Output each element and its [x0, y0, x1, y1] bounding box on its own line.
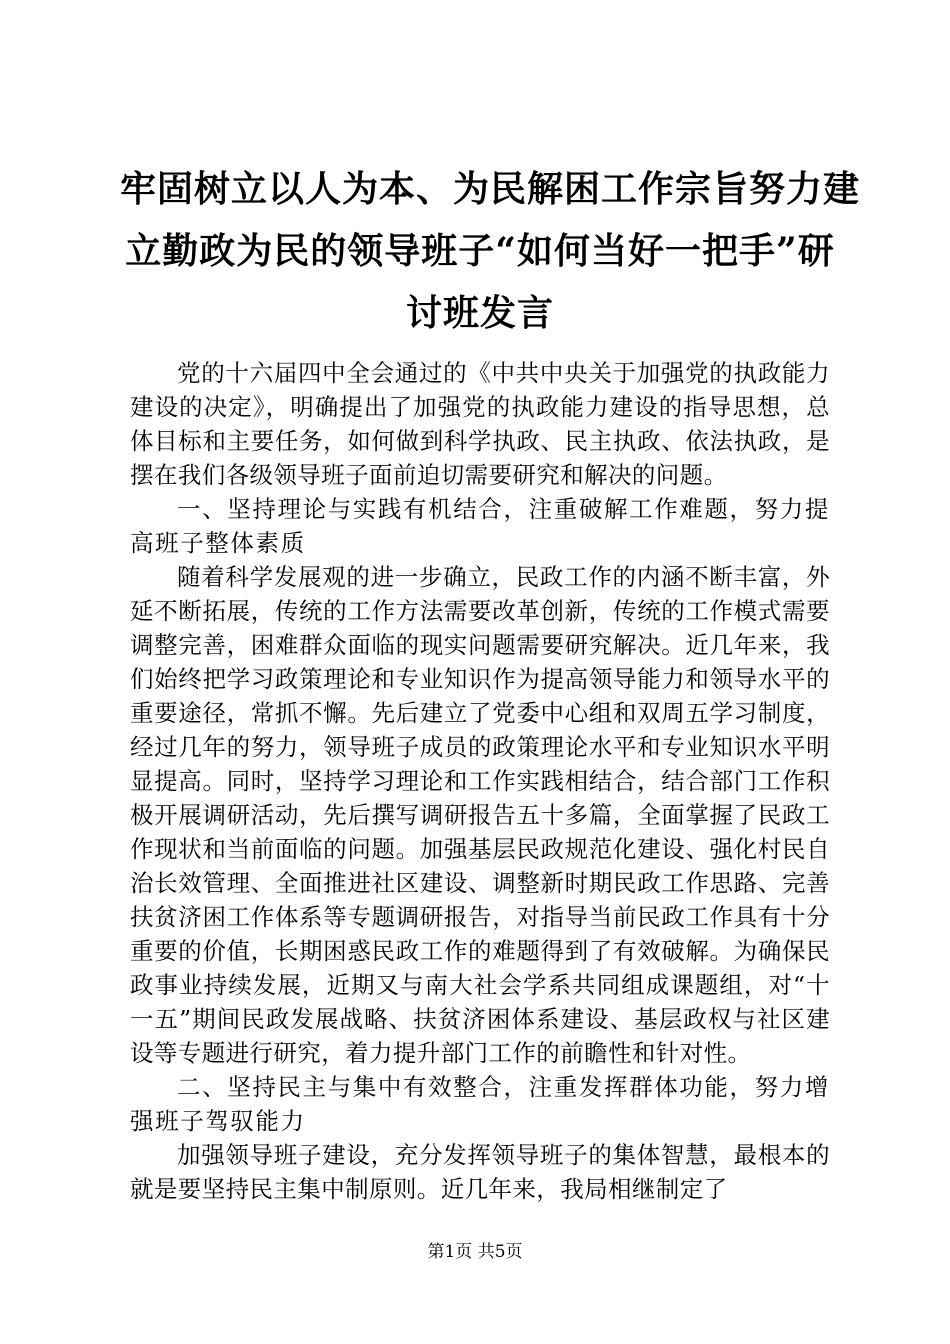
title-line-3: 讨班发言 — [405, 292, 554, 334]
title-line-1: 牢固树立以人为本、为民解困工作宗旨努力建 — [120, 168, 861, 210]
document-title — [120, 158, 861, 344]
paragraph-section-1: 随着科学发展观的进一步确立，民政工作的内涵不断丰富，外延不断拓展，传统的工作方法需要改革创新，传统的工作模式需要调整完善，困难群众面临的现实问题需要研究解决。近几年来，我们始终把学习政策理论和专业知识作为提高领导能力和领导水平的重要途径，常抓不懈。先后建立了党委中心组和双周五学习制度，经过几年的努力，领导班子成员的政策理论水平和专业知识水平明显提高。同时，坚持学习理论和工作实践相结合，结合部门工作积极开展调研活动，先后撰写调研报告五十多篇，全面掌握了民政工作现状和当前面临的问题。加强基层民政规范化建设、强化村民自治长效管理、全面推进社区建设、调整新时期民政工作思路、完善扶贫济困工作体系等专题调研报告，对指导当前民政工作具有十分重要的价值，长期困惑民政工作的难题得到了有效破解。为确保民政事业持续发展，近期又与南大社会学系共同组成课题组，对“十一五”期间民政发展战略、扶贫济困体系建设、基层政权与社区建设等专题进行研究，着力提升部门工作的前瞻性和针对性。 — [130, 563, 830, 1067]
document-body — [130, 356, 830, 1206]
title-line-2: 立勤政为民的领导班子“如何当好一把手”研 — [125, 230, 835, 272]
section-heading-2: 二、坚持民主与集中有效整合，注重发挥群体功能，努力增强班子驾驭能力 — [130, 1073, 830, 1135]
page-footer: 第1页 共5页 — [427, 1242, 523, 1262]
paragraph-section-2: 加强领导班子建设，充分发挥领导班子的集体智慧，最根本的就是要坚持民主集中制原则。近几年来，我局相继制定了 — [130, 1141, 830, 1203]
section-heading-1: 一、坚持理论与实践有机结合，注重破解工作难题，努力提高班子整体素质 — [130, 495, 830, 557]
paragraph-intro: 党的十六届四中全会通过的《中共中央关于加强党的执政能力建设的决定》，明确提出了加强党的执政能力建设的指导思想，总体目标和主要任务，如何做到科学执政、民主执政、依法执政，是摆在我们各级领导班子面前迫切需要研究和解决的问题。 — [130, 359, 830, 489]
